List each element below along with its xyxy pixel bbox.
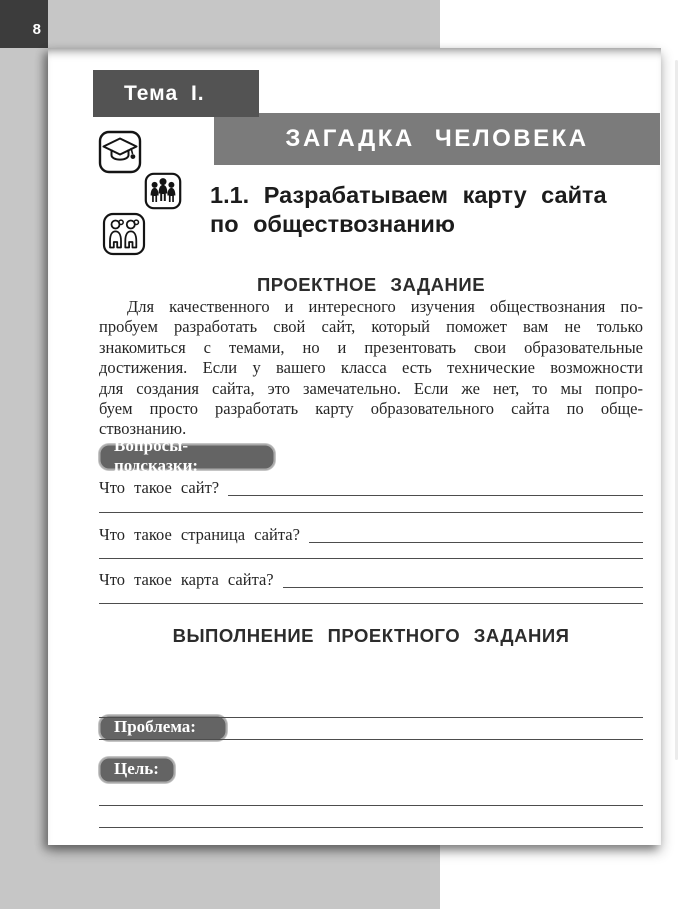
problem-badge: Проблема: bbox=[99, 715, 227, 741]
workbook-page bbox=[48, 48, 661, 845]
question-row bbox=[99, 525, 643, 545]
lesson-heading-line1: 1.1. Разрабатываем карту сайта bbox=[210, 182, 607, 208]
question-label: Что такое сайт? bbox=[99, 478, 220, 497]
lesson-heading bbox=[210, 181, 650, 239]
paragraph-line: буем просто разработать карту образовательного сайта по обще- bbox=[99, 399, 643, 419]
lesson-heading-line2: по обществознанию bbox=[210, 211, 455, 237]
page-edge-curve bbox=[675, 60, 678, 760]
ruled-line bbox=[99, 512, 643, 513]
paragraph-line: достижения. Если у вашего класса есть технические возможности bbox=[99, 358, 643, 378]
page-number-tab bbox=[0, 0, 48, 48]
paragraph-line: Для качественного и интересного изучения обществознания по- bbox=[127, 297, 643, 316]
answer-line bbox=[228, 478, 643, 496]
graduation-cap-icon bbox=[98, 130, 142, 174]
question-label: Что такое карта сайта? bbox=[99, 570, 274, 589]
chapter-banner bbox=[214, 113, 660, 165]
answer-line bbox=[283, 570, 643, 588]
theme-box bbox=[93, 70, 259, 117]
chapter-title: ЗАГАДКА ЧЕЛОВЕКА bbox=[285, 125, 589, 152]
theme-label: Тема I. bbox=[124, 81, 205, 105]
hints-badge: Вопросы-подсказки: bbox=[99, 444, 275, 470]
paragraph-line: для создания сайта, это замечательно. Если же нет, то мы попро- bbox=[99, 378, 643, 398]
question-row bbox=[99, 570, 643, 590]
ruled-line bbox=[99, 717, 643, 718]
ruled-line bbox=[99, 739, 643, 740]
paragraph-line: пробуем разработать свой сайт, который поможет вам не только bbox=[99, 317, 643, 337]
ruled-line bbox=[99, 558, 643, 559]
project-task-paragraph bbox=[99, 297, 643, 440]
paragraph-line: ствознанию. bbox=[99, 419, 187, 439]
execution-heading: ВЫПОЛНЕНИЕ ПРОЕКТНОГО ЗАДАНИЯ bbox=[172, 625, 570, 646]
answer-line bbox=[309, 525, 643, 543]
ruled-line bbox=[99, 805, 643, 806]
goal-badge: Цель: bbox=[99, 757, 175, 783]
ruled-line bbox=[99, 603, 643, 604]
ruled-line bbox=[99, 827, 643, 828]
question-label: Что такое страница сайта? bbox=[99, 525, 300, 544]
project-task-heading: ПРОЕКТНОЕ ЗАДАНИЕ bbox=[256, 274, 486, 295]
paragraph-line: знакомиться с темами, но и презентовать свои образовательные bbox=[99, 337, 643, 357]
page-number: 8 bbox=[32, 20, 41, 38]
people-pair-icon bbox=[102, 212, 146, 256]
people-group-icon bbox=[144, 172, 182, 210]
question-row bbox=[99, 478, 643, 498]
